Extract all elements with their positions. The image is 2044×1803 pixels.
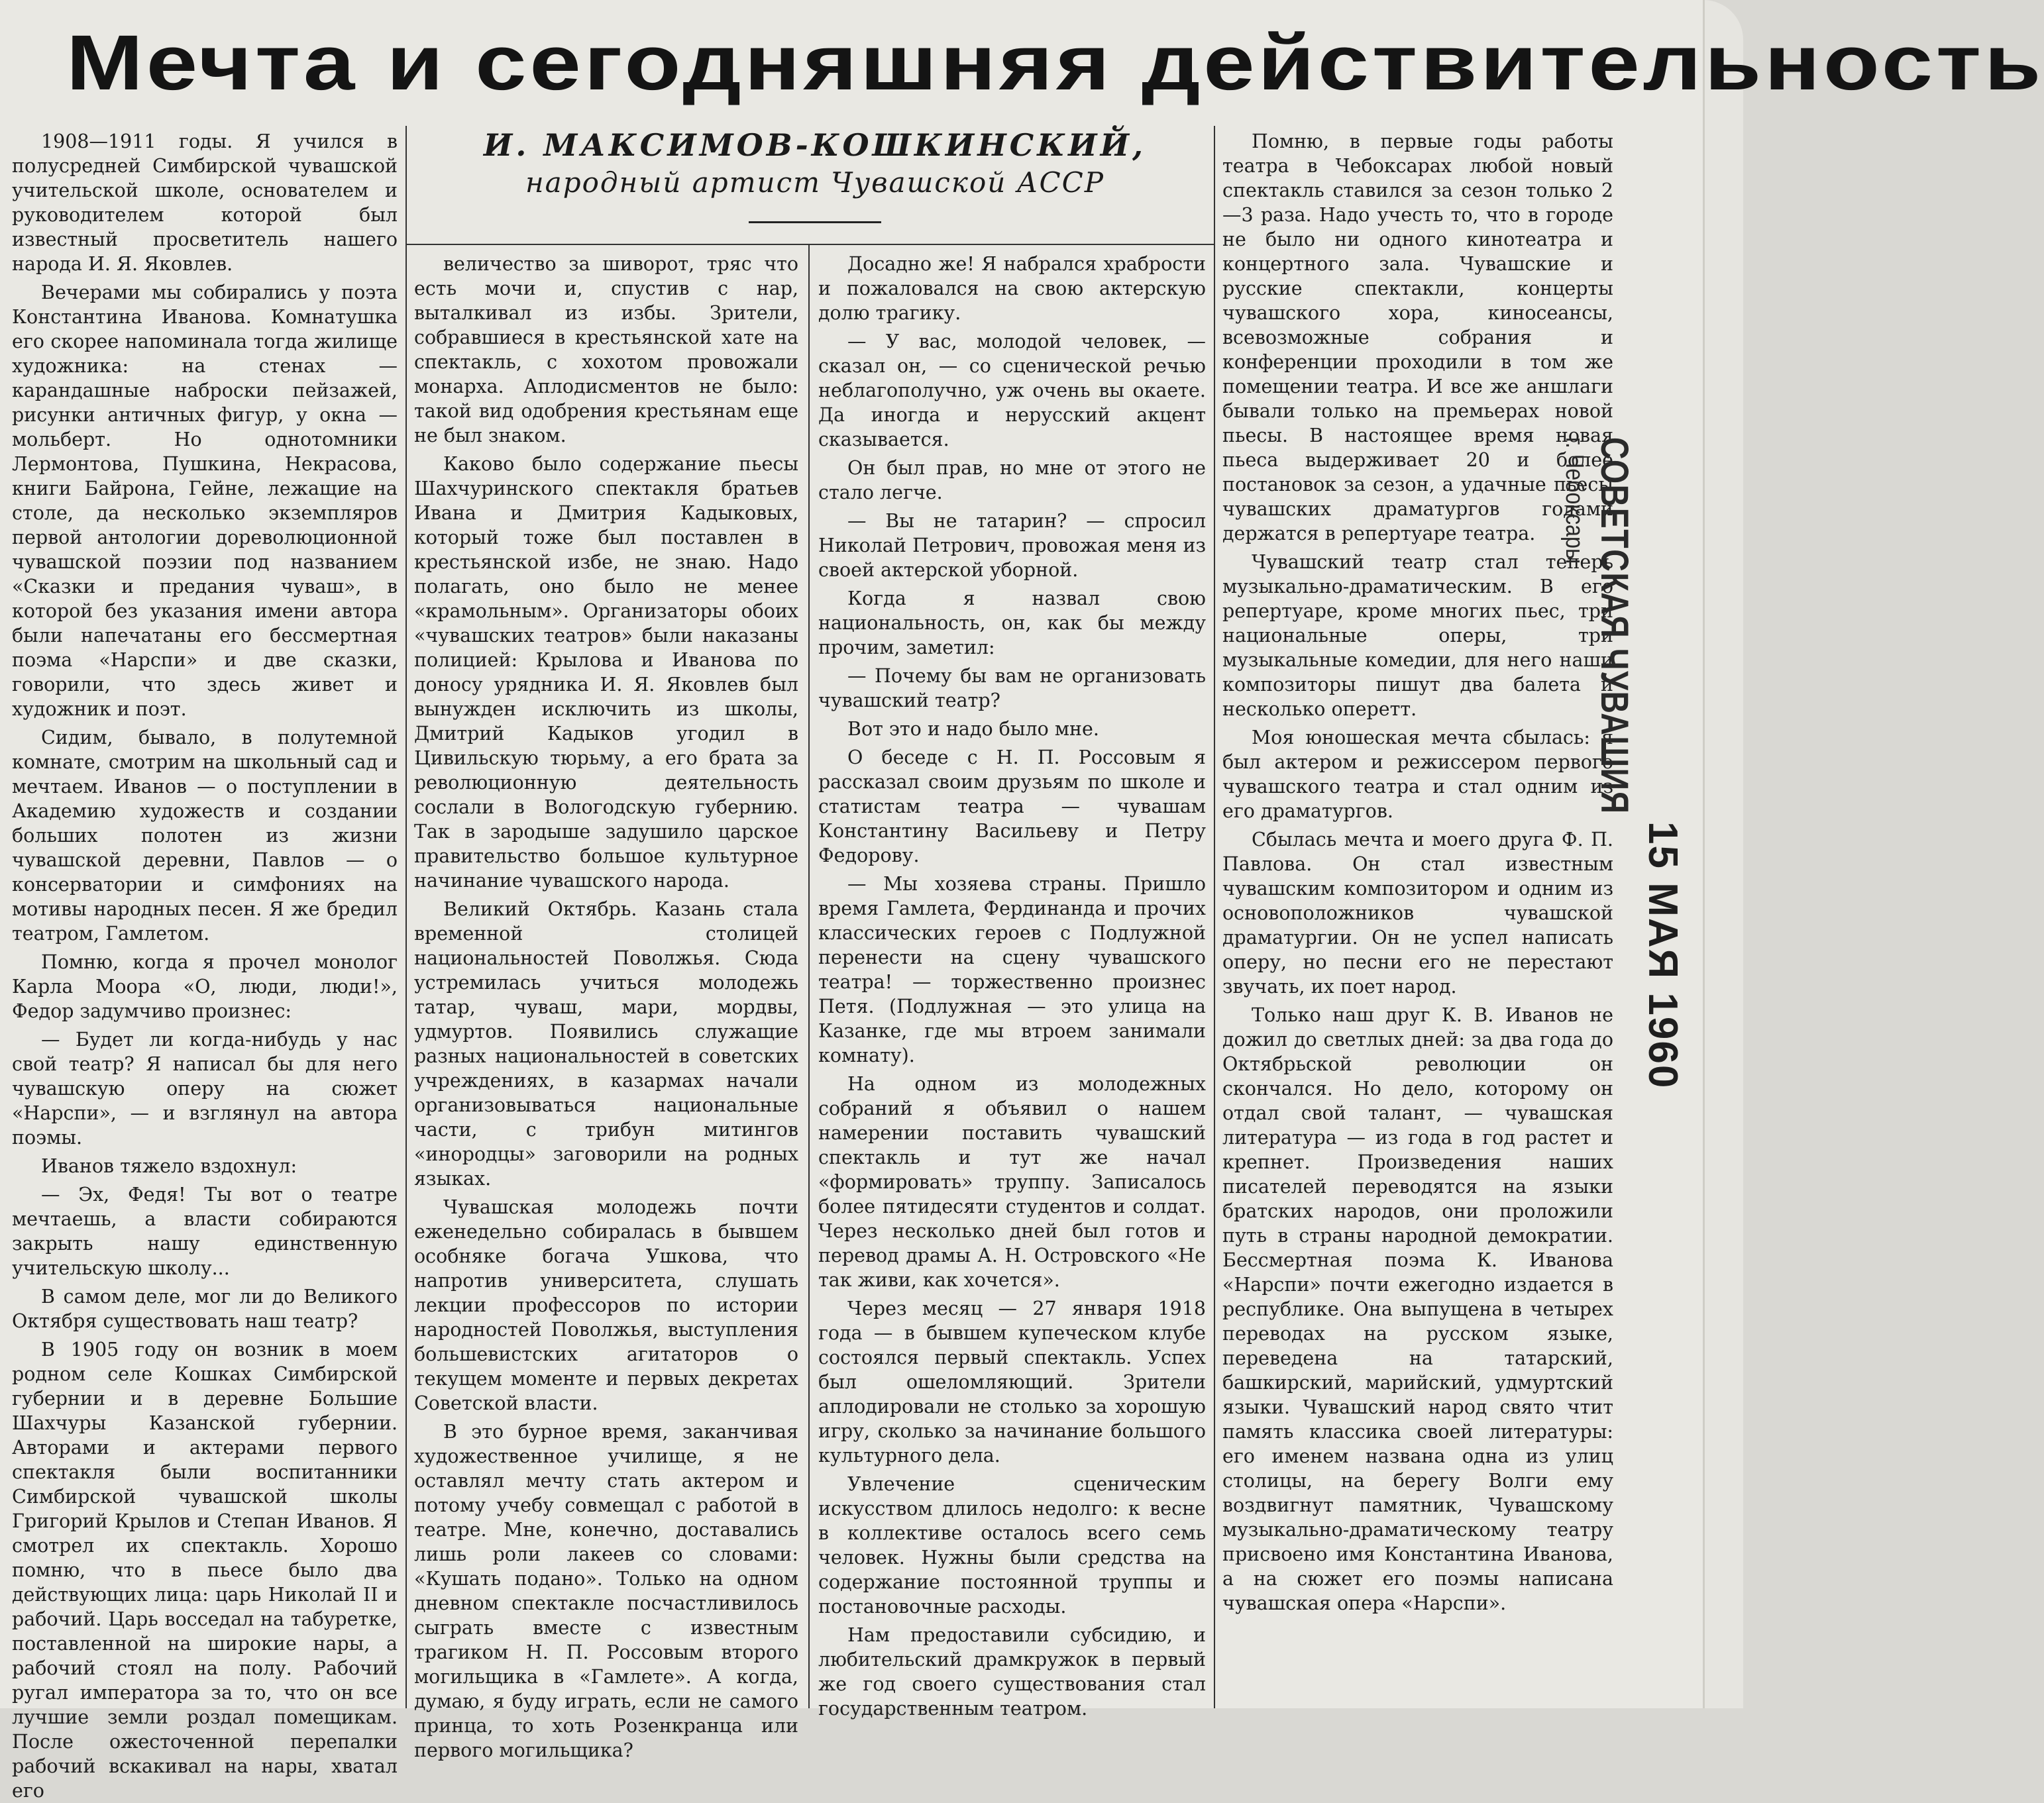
article-column-4 — [1222, 129, 1613, 1708]
column-divider — [808, 245, 810, 1708]
article-paragraph: Помню, когда я прочел монолог Карла Моора «О, люди, люди!», Федор задумчиво произнес: — [12, 951, 398, 1022]
newspaper-name: СОВЕТСКАЯ ЧУВАШИЯ — [1593, 437, 1636, 815]
article-paragraph: Моя юношеская мечта сбылась: я был актером и режиссером первого чувашского театра и стал одним из его драматургов. — [1222, 727, 1613, 822]
article-paragraph: — У вас, молодой человек, — сказал он, — со сценической речью неблагополучно, уж очень вы окаете. Да иногда и нерусский акцент сказывается. — [818, 331, 1206, 450]
article-paragraph: величество за шиворот, тряс что есть мочи и, спустив с нар, выталкивал из избы. Зрители, собравшиеся в крестьянской хате на спектакль, с хохотом провожали монарха. Аплодисментов не было: такой вид одобрения крестьянам еще не был знаком. — [414, 253, 798, 446]
column-divider — [405, 126, 407, 1708]
article-paragraph: 1908—1911 годы. Я учился в полусредней Симбирской чувашской учительской школе, основателем и руководителем которой был известный просветитель нашего народа И. Я. Яковлев. — [12, 130, 398, 275]
article-paragraph: Чувашская молодежь почти еженедельно собиралась в бывшем особняке богача Ушкова, что напротив университета, слушать лекции профессоров по истории народностей Поволжья, выступления большевистских агитаторов о текущем моменте и первых декретах Советской власти. — [414, 1196, 798, 1414]
author-title: народный артист Чувашской АССР — [525, 166, 1104, 199]
article-paragraph: — Эх, Федя! Ты вот о театре мечтаешь, а власти собираются закрыть нашу единственную учительскую школу... — [12, 1184, 398, 1279]
article-paragraph: На одном из молодежных собраний я объявил о нашем намерении поставить чувашский спектакль и тут же начал «формировать» труппу. Записалось более пятидесяти студентов и солдат. Через несколько дней был готов и перевод драмы А. Н. Островского «Не так живи, как хочется». — [818, 1073, 1206, 1291]
article-paragraph: Помню, в первые годы работы театра в Чебоксарах любой новый спектакль ставился за сезон только 2—3 раза. Надо учесть то, что в городе не было ни одного кинотеатра и концертного зала. Чувашские и русские спектакли, концерты чувашского хора, киносеансы, всевозможные собрания и конференции проходили в том же помещении театра. И все же аншлаги бывали только на премьерах новой пьесы. В настоящее время новая пьеса выдерживает 20 и более постановок за сезон, а удачные пьесы чувашских драматургов годами держатся в репертуаре театра. — [1222, 130, 1613, 544]
byline — [424, 126, 1206, 223]
article-paragraph: — Будет ли когда-нибудь у нас свой театр? Я написал бы для него чувашскую оперу на сюжет «Нарспи», — и взглянул на автора поэмы. — [12, 1029, 398, 1149]
article-paragraph: Через месяц — 27 января 1918 года — в бывшем купеческом клубе состоялся первый спектакль. Успех был ошеломляющий. Зрители аплодировали не столько за хорошую игру, сколько за начинание большого культурного дела. — [818, 1298, 1206, 1467]
article-paragraph: Великий Октябрь. Казань стала временной столицей национальностей Поволжья. Сюда устремилась учиться молодежь татар, чуваш, мари, мордвы, удмуртов. Появились служащие разных национальностей в советских учреждениях, в казармах начали организовываться национальные части, с трибун митингов «инородцы» заговорили на родных языках. — [414, 898, 798, 1190]
article-paragraph: Каково было содержание пьесы Шахчуринского спектакля братьев Ивана и Дмитрия Кадыковых, который тоже был поставлен в крестьянской избе, не знаю. Надо полагать, оно было не менее «крамольным». Организаторы обоих «чувашских театров» были наказаны полицией: Крылова и Иванова по доносу урядника И. Я. Яковлев был вынужден исключить из школы, Дмитрий Кадыков угодил в Цивильскую тюрьму, а его брата за революционную деятельность сослали в Вологодскую губернию. Так в зародыше задушило царское правительство большое культурное начинание чувашского народа. — [414, 453, 798, 892]
article-paragraph: Досадно же! Я набрался храбрости и пожаловался на свою актерскую долю трагику. — [818, 253, 1206, 324]
article-column-1 — [12, 129, 398, 1802]
article-paragraph: Увлечение сценическим искусством длилось недолго: к весне в коллективе осталось всего семь человек. Нужны были средства на содержание постоянной труппы и постановочные расходы. — [818, 1473, 1206, 1618]
article-paragraph: Чувашский театр стал теперь музыкально-драматическим. В его репертуаре, кроме многих пьес, три национальные оперы, три музыкальные комедии, для него наши композиторы пишут два балета и несколько оперетт. — [1222, 551, 1613, 720]
article-paragraph: О беседе с Н. П. Россовым я рассказал своим друзьям по школе и статистам театра — чувашам Константину Васильеву и Петру Федорову. — [818, 747, 1206, 866]
article-paragraph: Вечерами мы собирались у поэта Константина Иванова. Комнатушка его скорее напоминала тогда жилище художника: на стенах — карандашные наброски пейзажей, рисунки античных фигур, у окна — мольберт. Но однотомники Лермонтова, Пушкина, Некрасова, книги Байрона, Гейне, лежащие на столе, да несколько экземпляров первой антологии дореволюционной чувашской поэзии под названием «Сказки и предания чуваш», в которой без указания имени автора были напечатаны его бессмертная поэма «Нарспи» и две сказки, говорили, что здесь живет и художник и поэт. — [12, 282, 398, 720]
article-paragraph: В самом деле, мог ли до Великого Октября существовать наш театр? — [12, 1286, 398, 1332]
article-paragraph: Сидим, бывало, в полутемной комнате, смотрим на школьный сад и мечтаем. Иванов — о поступлении в Академию художеств и создании больших полотен из жизни чувашской деревни, Павлов — о консерватории и симфониях на мотивы народных песен. Я же бредил театром, Гамлетом. — [12, 727, 398, 945]
column-divider — [1214, 126, 1215, 1708]
article-column-2 — [414, 252, 798, 1761]
byline-bottom-rule — [405, 244, 1214, 245]
date-stamp: 15 МАЯ 1960 — [1640, 821, 1686, 1090]
article-paragraph: — Мы хозяева страны. Пришло время Гамлета, Фердинанда и прочих классических героев с Подлужной перенести на сцену чувашского театра! — торжественно произнес Петя. (Подлужная — это улица на Казанке, где мы втроем занимали комнату). — [818, 873, 1206, 1066]
article-paragraph: В это бурное время, заканчивая художественное училище, я не оставлял мечту стать актером и потому учебу совмещал с работой в театре. Мне, конечно, доставались лишь роли лакеев со словами: «Кушать подано». Только на одном дневном спектакле посчастливилось сыграть вместе с известным трагиком Н. П. Россовым второго могильщика в «Гамлете». А когда, думаю, я буду играть, если не самого принца, то хоть Розенкранца или первого могильщика? — [414, 1421, 798, 1761]
article-paragraph: Иванов тяжело вздохнул: — [41, 1155, 297, 1177]
article-paragraph: Вот это и надо было мне. — [847, 718, 1099, 740]
article-paragraph: В 1905 году он возник в моем родном селе Кошках Симбирской губернии и в деревне Большие Шахчуры Казанской губернии. Авторами и актерами первого спектакля были воспитанники Симбирской чувашской школы Григорий Крылов и Степан Иванов. Я смотрел их спектакль. Хорошо помню, что в пьесе было два действующих лица: царь Николай II и рабочий. Царь восседал на табуретке, поставленной на широкие нары, а рабочий стоял на полу. Рабочий ругал императора за то, что он все лучшие земли роздал помещикам. После ожесточенной перепалки рабочий вскакивал на нары, хватал его — [12, 1339, 398, 1802]
newspaper-city: г. Чебоксары — [1560, 437, 1588, 564]
article-paragraph: Когда я назвал свою национальность, он, как бы между прочим, заметил: — [818, 588, 1206, 658]
article-paragraph: Он был прав, но мне от этого не стало легче. — [818, 457, 1206, 503]
article-paragraph: Сбылась мечта и моего друга Ф. П. Павлова. Он стал известным чувашским композитором и одним из основоположников чувашской драматургии. Он не успел написать оперу, но песни его не перестают звучать, их поет народ. — [1222, 829, 1613, 998]
article-paragraph: Нам предоставили субсидию, и любительский драмкружок в первый же год своего существования стал государственным театром. — [818, 1624, 1206, 1720]
newspaper-stamp — [1557, 437, 1637, 1166]
article-headline: Мечта и сегодняшняя действительность — [66, 19, 2044, 107]
author-name: И. МАКСИМОВ-КОШКИНСКИЙ, — [483, 127, 1147, 163]
article-paragraph: Только наш друг К. В. Иванов не дожил до светлых дней: за два года до Октябрьской революции он скончался. Но дело, которому он отдал свой талант, — чувашская литература — из года в год растет и крепнет. Произведения наших писателей переводятся на языки братских народов, они проложили путь в страны народной демократии. Бессмертная поэма К. Иванова «Нарспи» почти ежегодно издается в республике. Она выпущена в четырех переводах на русском языке, переведена на татарский, башкирский, марийский, удмуртский языки. Чувашский народ свято чтит память классика своей литературы: его именем названа одна из улиц столицы, на берегу Волги ему воздвигнут памятник, Чувашскому музыкально-драматическому театру присвоено имя Константина Иванова, а на сюжет его поэмы написана чувашская опера «Нарспи». — [1222, 1004, 1613, 1614]
byline-rule — [749, 221, 881, 223]
article-paragraph: — Почему бы вам не организовать чувашский театр? — [818, 665, 1206, 711]
article-paragraph: — Вы не татарин? — спросил Николай Петрович, провожая меня из своей актерской уборной. — [818, 510, 1206, 581]
article-column-3 — [818, 252, 1206, 1720]
